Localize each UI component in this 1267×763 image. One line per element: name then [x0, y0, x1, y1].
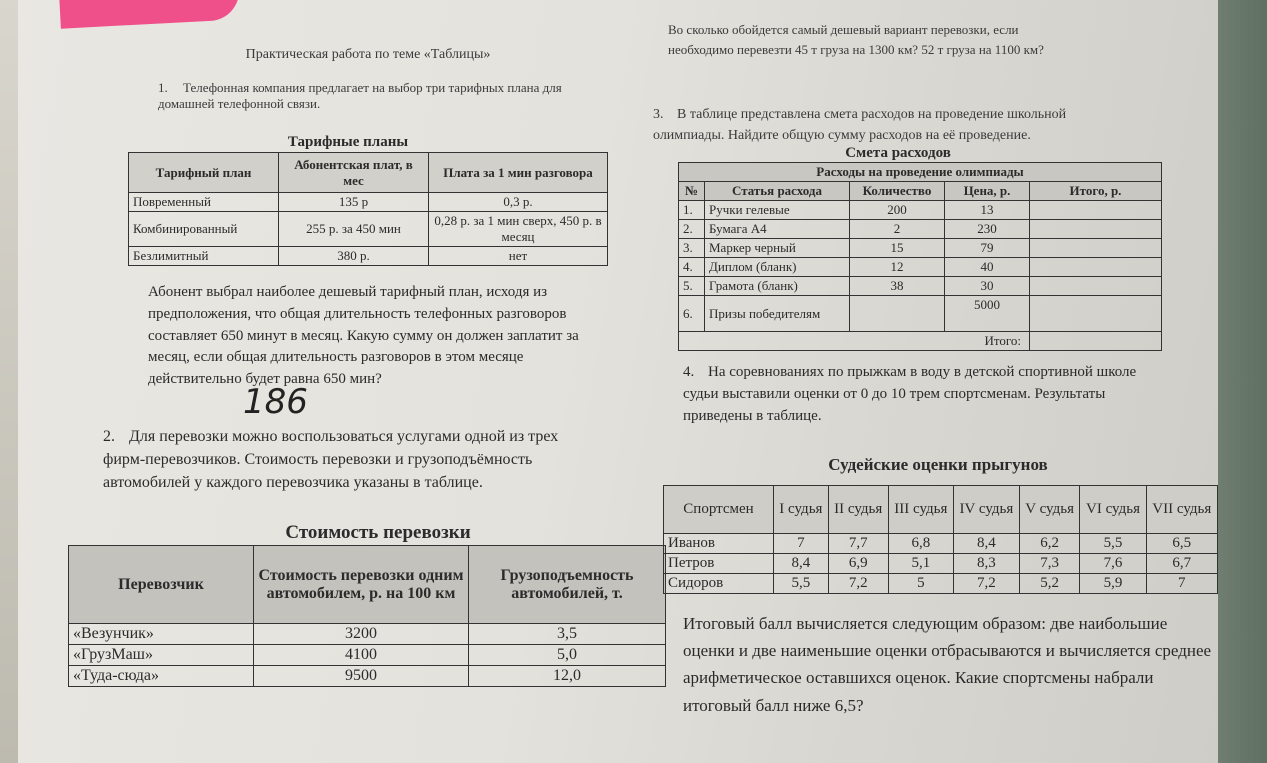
expense-total-label: Итого: — [679, 332, 1030, 351]
table-row — [679, 220, 1162, 239]
expense-cell: 30 — [945, 277, 1030, 296]
judges-cell: Сидоров — [664, 574, 774, 594]
tariff-cell: 0,28 р. за 1 мин сверх, 450 р. в месяц — [429, 212, 608, 247]
expense-cell — [1030, 277, 1162, 296]
expense-cell: 79 — [945, 239, 1030, 258]
shipping-table — [68, 545, 666, 687]
expense-header-item: Статья расхода — [705, 182, 850, 201]
judges-cell: 6,8 — [888, 534, 953, 554]
judges-cell: 7 — [1146, 574, 1217, 594]
judges-header-judge: VII судья — [1146, 486, 1217, 534]
table-row — [679, 277, 1162, 296]
judges-cell: 5,9 — [1080, 574, 1146, 594]
judges-cell: 8,4 — [774, 554, 829, 574]
judges-cell: 8,4 — [953, 534, 1019, 554]
expense-header-no: № — [679, 182, 705, 201]
shipping-cell: 9500 — [254, 666, 469, 687]
expense-cell: Маркер черный — [705, 239, 850, 258]
judges-cell: 5,5 — [774, 574, 829, 594]
expense-cell: 38 — [850, 277, 945, 296]
judges-cell: 7,7 — [828, 534, 888, 554]
expense-cell — [1030, 220, 1162, 239]
tariff-cell: Безлимитный — [129, 247, 279, 266]
expense-cell — [1030, 258, 1162, 277]
table-row — [69, 645, 666, 666]
expense-cell: 2 — [850, 220, 945, 239]
judges-header-judge: VI судья — [1080, 486, 1146, 534]
task4-question: Итоговый балл вычисляется следующим образом: две наибольшие оценки и две наименьшие оценки отбрасываются и вычисляется среднее арифметическое оставшихся оценок. Какие спортсмены набрали итоговый балл ниже 6,5? — [683, 614, 1212, 715]
table-row — [679, 239, 1162, 258]
shipping-header-capacity: Грузоподъемность автомобилей, т. — [469, 546, 666, 624]
expense-cell: 230 — [945, 220, 1030, 239]
expense-cell: 40 — [945, 258, 1030, 277]
judges-cell: 5,5 — [1080, 534, 1146, 554]
task2-intro — [103, 425, 593, 495]
judges-cell: 7,2 — [953, 574, 1019, 594]
expense-cell: Ручки гелевые — [705, 201, 850, 220]
judges-cell: 6,5 — [1146, 534, 1217, 554]
task1-table-title: Тарифные планы — [287, 134, 409, 150]
expense-cell — [1030, 239, 1162, 258]
expense-cell — [850, 296, 945, 332]
task4-number: 4. — [683, 364, 695, 380]
expense-cell: 1. — [679, 201, 705, 220]
judges-header-judge: III судья — [888, 486, 953, 534]
tariff-cell: Повременный — [129, 193, 279, 212]
expense-table-header: Расходы на проведение олимпиады — [679, 163, 1162, 182]
tariff-table — [128, 152, 608, 266]
worksheet-paper — [18, 0, 1218, 763]
table-row — [129, 193, 608, 212]
expense-cell: 200 — [850, 201, 945, 220]
task4-text: На соревнованиях по прыжкам в воду в детской спортивной школе судьи выставили оценки от 0 до 10 трем спортсменам. Результаты приведены в таблице. — [683, 364, 1137, 424]
tariff-header-fee: Абонентская плат, в мес — [279, 153, 429, 193]
task3-table-title: Смета расходов — [845, 145, 951, 161]
task1-question: Абонент выбрал наиболее дешевый тарифный план, исходя из предположения, что общая длительность телефонных разговоров составляет 650 минут в месяц. Какую сумму он должен заплатит за месяц, если общая длительность разговоров в этом месяце действительно будет равна 650 мин? — [148, 284, 579, 387]
expense-cell: 4. — [679, 258, 705, 277]
expense-cell: 5000 — [945, 296, 1030, 332]
table-row — [679, 296, 1162, 332]
handwritten-answer: 186 — [243, 382, 308, 422]
table-row — [129, 212, 608, 247]
expense-cell: 13 — [945, 201, 1030, 220]
task1-number: 1. — [158, 80, 168, 95]
judges-table — [663, 485, 1218, 594]
expense-cell: 12 — [850, 258, 945, 277]
expense-total-value — [1030, 332, 1162, 351]
table-row — [69, 624, 666, 645]
tariff-cell: 135 р — [279, 193, 429, 212]
judges-header-judge: V судья — [1019, 486, 1080, 534]
table-row — [664, 554, 1218, 574]
shipping-header-carrier: Перевозчик — [69, 546, 254, 624]
tariff-cell: Комбинированный — [129, 212, 279, 247]
shipping-cell: «ГрузМаш» — [69, 645, 254, 666]
page-title: Практическая работа по теме «Таблицы» — [245, 47, 491, 62]
judges-header-judge: I судья — [774, 486, 829, 534]
expense-cell — [1030, 296, 1162, 332]
judges-cell: 5 — [888, 574, 953, 594]
shipping-cell: «Везунчик» — [69, 624, 254, 645]
shipping-cell: «Туда-сюда» — [69, 666, 254, 687]
judges-header-judge: IV судья — [953, 486, 1019, 534]
judges-cell: 8,3 — [953, 554, 1019, 574]
task3-text: В таблице представлена смета расходов на проведение школьной олимпиады. Найдите общую сумму расходов на её проведение. — [653, 107, 1067, 143]
judges-header-judge: II судья — [828, 486, 888, 534]
tariff-cell: 380 р. — [279, 247, 429, 266]
task2-text: Для перевозки можно воспользоваться услугами одной из трех фирм-перевозчиков. Стоимость перевозки и грузоподъёмность автомобилей у каждого перевозчика указаны в таблице. — [103, 428, 559, 492]
expense-cell: 2. — [679, 220, 705, 239]
expense-cell: Призы победителям — [705, 296, 850, 332]
task2-table-title: Стоимость перевозки — [285, 522, 471, 543]
table-row — [69, 666, 666, 687]
judges-cell: 5,1 — [888, 554, 953, 574]
task1-intro — [158, 80, 578, 112]
judges-cell: 7,2 — [828, 574, 888, 594]
tariff-cell: 255 р. за 450 мин — [279, 212, 429, 247]
expense-header-price: Цена, р. — [945, 182, 1030, 201]
shipping-header-cost: Стоимость перевозки одним автомобилем, р. на 100 км — [254, 546, 469, 624]
expense-header-total: Итого, р. — [1030, 182, 1162, 201]
expense-cell: 5. — [679, 277, 705, 296]
shipping-cell: 3,5 — [469, 624, 666, 645]
tariff-cell: 0,3 р. — [429, 193, 608, 212]
expense-cell: Бумага А4 — [705, 220, 850, 239]
task3-intro — [653, 104, 1093, 146]
table-row — [129, 247, 608, 266]
table-row — [679, 332, 1162, 351]
judges-cell: 6,2 — [1019, 534, 1080, 554]
task4-table-title: Судейские оценки прыгунов — [828, 455, 1048, 474]
task3-number: 3. — [653, 107, 664, 122]
expense-cell: Диплом (бланк) — [705, 258, 850, 277]
judges-cell: 6,9 — [828, 554, 888, 574]
shipping-cell: 4100 — [254, 645, 469, 666]
judges-cell: Петров — [664, 554, 774, 574]
tariff-header-plan: Тарифный план — [129, 153, 279, 193]
shipping-cell: 5,0 — [469, 645, 666, 666]
expense-cell — [1030, 201, 1162, 220]
expense-cell: 6. — [679, 296, 705, 332]
shipping-cell: 12,0 — [469, 666, 666, 687]
expense-cell: Грамота (бланк) — [705, 277, 850, 296]
tariff-cell: нет — [429, 247, 608, 266]
table-row — [664, 534, 1218, 554]
task2-number: 2. — [103, 428, 115, 445]
table-row — [679, 258, 1162, 277]
expense-cell: 3. — [679, 239, 705, 258]
judges-cell: Иванов — [664, 534, 774, 554]
expense-table — [678, 162, 1162, 351]
judges-cell: 7,3 — [1019, 554, 1080, 574]
table-row — [664, 574, 1218, 594]
judges-cell: 5,2 — [1019, 574, 1080, 594]
task4-intro — [683, 362, 1173, 427]
task2-question: Во сколько обойдется самый дешевый вариант перевозки, если необходимо перевезти 45 т груза на 1300 км? 52 т груза на 1100 км? — [668, 22, 1044, 58]
shipping-cell: 3200 — [254, 624, 469, 645]
judges-cell: 7,6 — [1080, 554, 1146, 574]
judges-cell: 6,7 — [1146, 554, 1217, 574]
expense-header-qty: Количество — [850, 182, 945, 201]
task1-text: Телефонная компания предлагает на выбор три тарифных плана для домашней телефонной связи. — [158, 80, 562, 111]
judges-cell: 7 — [774, 534, 829, 554]
table-row — [679, 201, 1162, 220]
judges-header-athlete: Спортсмен — [664, 486, 774, 534]
expense-cell: 15 — [850, 239, 945, 258]
tariff-header-rate: Плата за 1 мин разговора — [429, 153, 608, 193]
